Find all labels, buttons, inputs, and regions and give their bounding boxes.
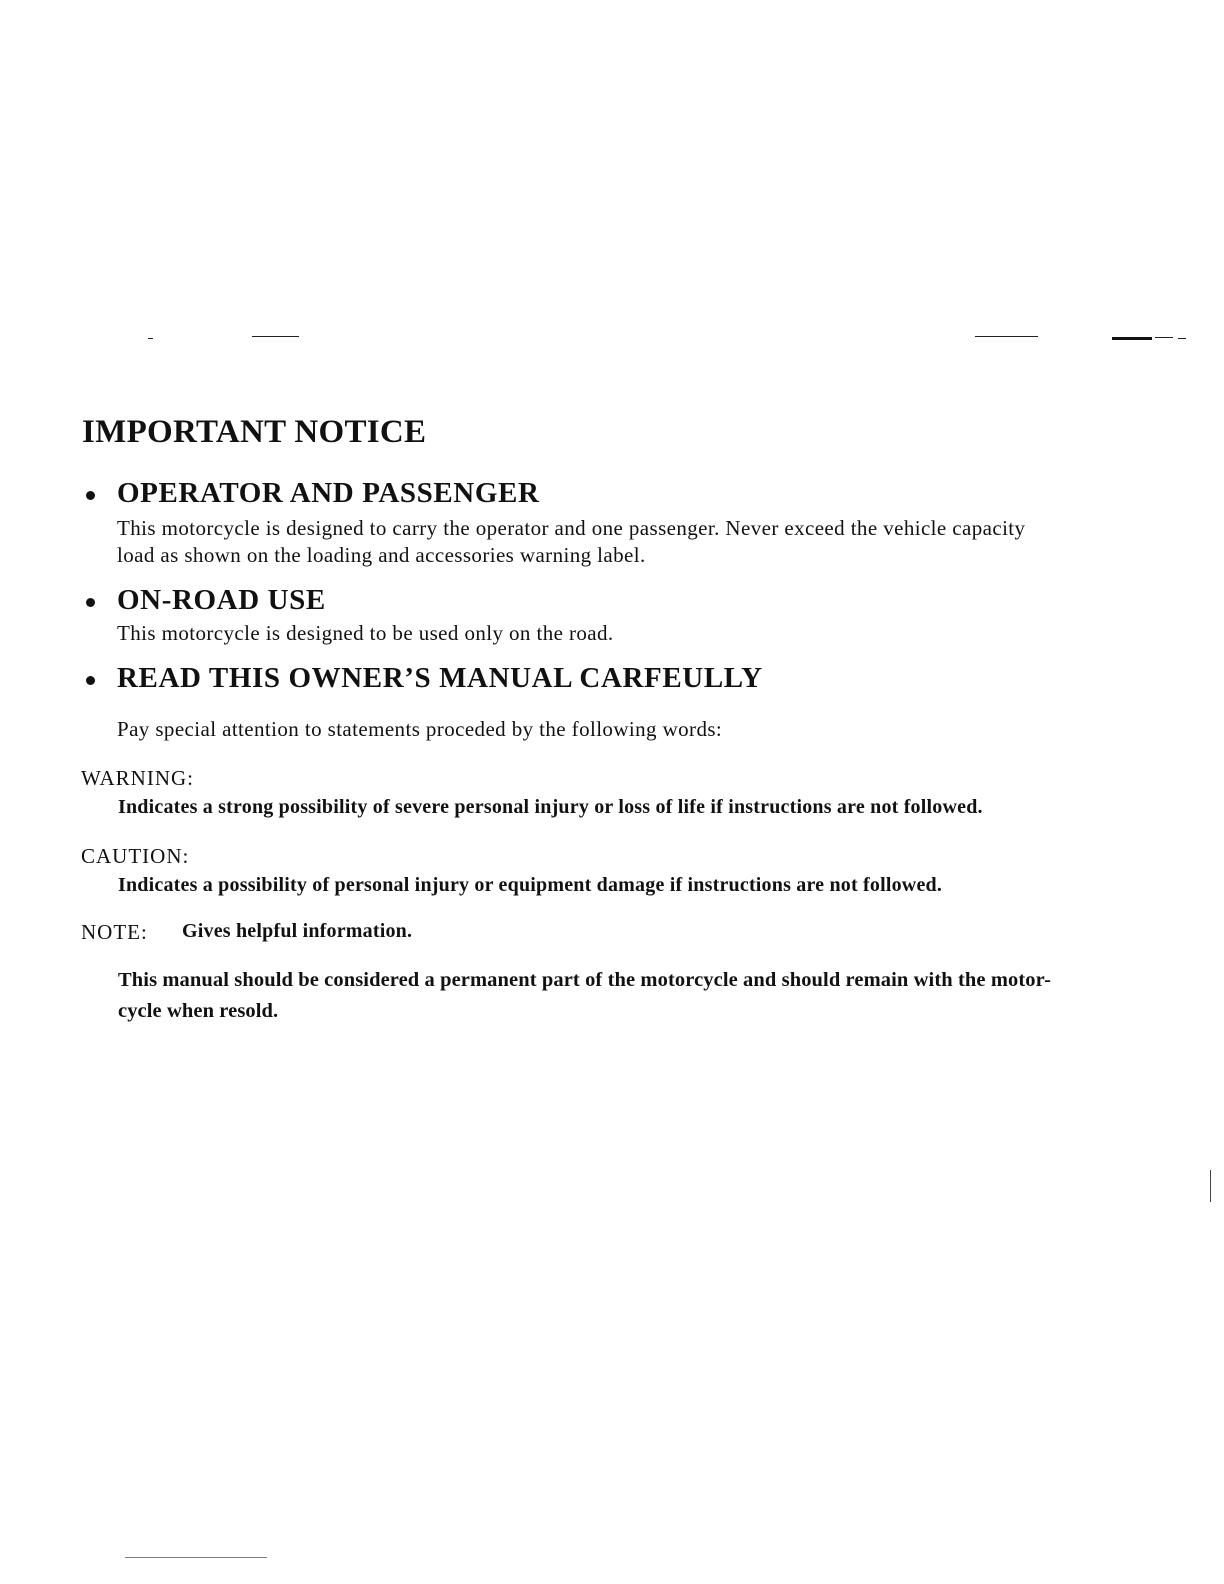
caution-text: Indicates a possibility of personal injury or equipment damage if instructions are not followed.: [118, 874, 943, 896]
section-heading-read-manual: READ THIS OWNER’S MANUAL CARFEULLY: [117, 662, 763, 694]
warning-label: WARNING:: [81, 766, 194, 790]
warning-text: Indicates a strong possibility of severe personal injury or loss of life if instructions are not followed.: [118, 796, 983, 818]
section-text-onroad: This motorcycle is designed to be used only on the road.: [117, 621, 614, 645]
footer-rule: [125, 1557, 267, 1558]
scan-mark: [1112, 337, 1152, 340]
section-text-operator-line1: This motorcycle is designed to carry the operator and one passenger. Never exceed the vehicle capacity: [117, 516, 1026, 540]
final-paragraph-line1: This manual should be considered a permanent part of the motorcycle and should remain with the motor-: [118, 969, 1052, 991]
caution-label: CAUTION:: [81, 844, 190, 868]
scan-mark: [1210, 1170, 1211, 1202]
scan-mark: [148, 338, 153, 339]
section-text-operator-line2: load as shown on the loading and accessories warning label.: [117, 543, 646, 567]
final-paragraph-line2: cycle when resold.: [118, 1000, 279, 1022]
note-label: NOTE:: [81, 920, 148, 944]
scan-mark: [252, 336, 299, 337]
section-text-read-manual: Pay special attention to statements proceded by the following words:: [117, 717, 723, 741]
bullet-icon: [86, 491, 95, 500]
section-heading-onroad: ON-ROAD USE: [117, 584, 326, 616]
scan-mark: [975, 336, 1038, 337]
bullet-icon: [86, 676, 95, 685]
scan-mark: [1178, 338, 1186, 339]
note-text: Gives helpful information.: [182, 920, 413, 942]
section-heading-operator: OPERATOR AND PASSENGER: [117, 477, 540, 509]
page-title: IMPORTANT NOTICE: [82, 414, 427, 450]
bullet-icon: [86, 598, 95, 607]
scan-mark: [1155, 337, 1173, 338]
